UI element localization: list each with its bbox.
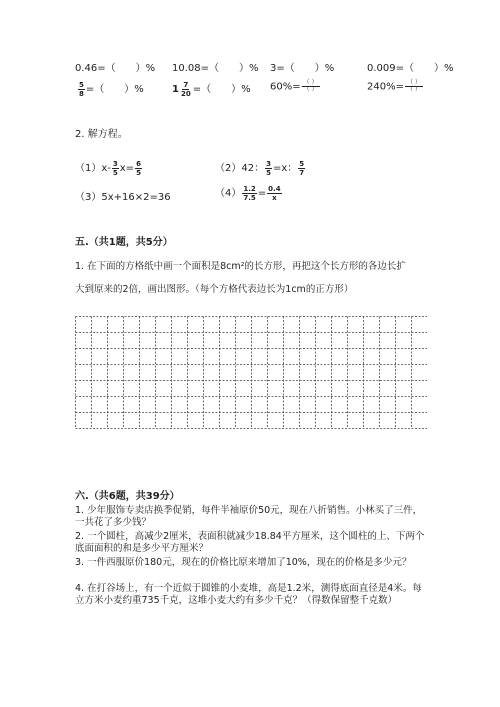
section-title: 六.（共6题，共39分） (75, 491, 180, 502)
section-title: 五.（共1题，共5分） (75, 237, 173, 248)
equation-4: （4） $\frac{1.2}{7.5}$ = $\frac{0.4}{x}$ (215, 184, 281, 202)
word-problem-4: 4. 在打谷场上，有一个近似于圆锥的小麦堆，高是1.2米，测得底面直径是4米。每立方米小麦约重735千克，这堆小麦大约有多少千克？（得数保留整千克数） (75, 583, 422, 607)
conversion-item-5: $\frac{5}{8}$ =（ ）% (79, 80, 144, 98)
word-problem-3: 3. 一件西服原价180元，现在的价格比原来增加了10%，现在的价格是多少元？ (75, 557, 412, 568)
conversion-item-8: 240%= $\frac{( )}{( )}$ (367, 79, 421, 93)
equation-2: （2）42： $\frac{3}{5}$ =x： $\frac{5}{7}$ (215, 159, 305, 177)
question-text: 大到原来的2倍，画出图形。（每个方格代表边长为1cm的正方形） (75, 284, 354, 295)
equation-3: （3）5x+16×2=36 (75, 192, 171, 203)
question-title: 2. 解方程。 (75, 129, 128, 140)
conversion-item-1: 0.46=（ ）% (75, 63, 156, 74)
conversion-item-4: 0.009=（ ）% (367, 63, 454, 74)
question-text: 1. 在下面的方格纸中画一个面积是8cm²的长方形，再把这个长方形的各边长扩 (75, 261, 406, 272)
conversion-item-6: 1 $\frac{7}{20}$ =（ ）% (172, 80, 251, 98)
blank-fraction: $\frac{( )}{( )}$ (303, 79, 318, 93)
fraction: $\frac{5}{8}$ (79, 80, 84, 98)
equation-1: （1）x- $\frac{3}{5}$ x= $\frac{6}{5}$ (75, 159, 141, 177)
conversion-item-7: 60%= $\frac{( )}{( )}$ (270, 79, 318, 93)
mixed-number: 1 $\frac{7}{20}$ (172, 80, 191, 98)
blank-fraction: $\frac{( )}{( )}$ (406, 79, 421, 93)
conversion-item-3: 3=（ ）% (270, 63, 335, 74)
word-problem-1: 1. 少年服饰专卖店换季促销，每件半袖原价50元，现在八折销售。小林买了三件，一共花了多少钱？ (75, 505, 423, 529)
conversion-item-2: 10.08=（ ）% (172, 63, 259, 74)
word-problem-2: 2. 一个圆柱，高减少2厘米，表面积就减少18.84平方厘米，这个圆柱的上、下两个底面面积的和是多少平方厘米？ (75, 531, 425, 555)
square-grid-paper[interactable] (75, 316, 427, 450)
